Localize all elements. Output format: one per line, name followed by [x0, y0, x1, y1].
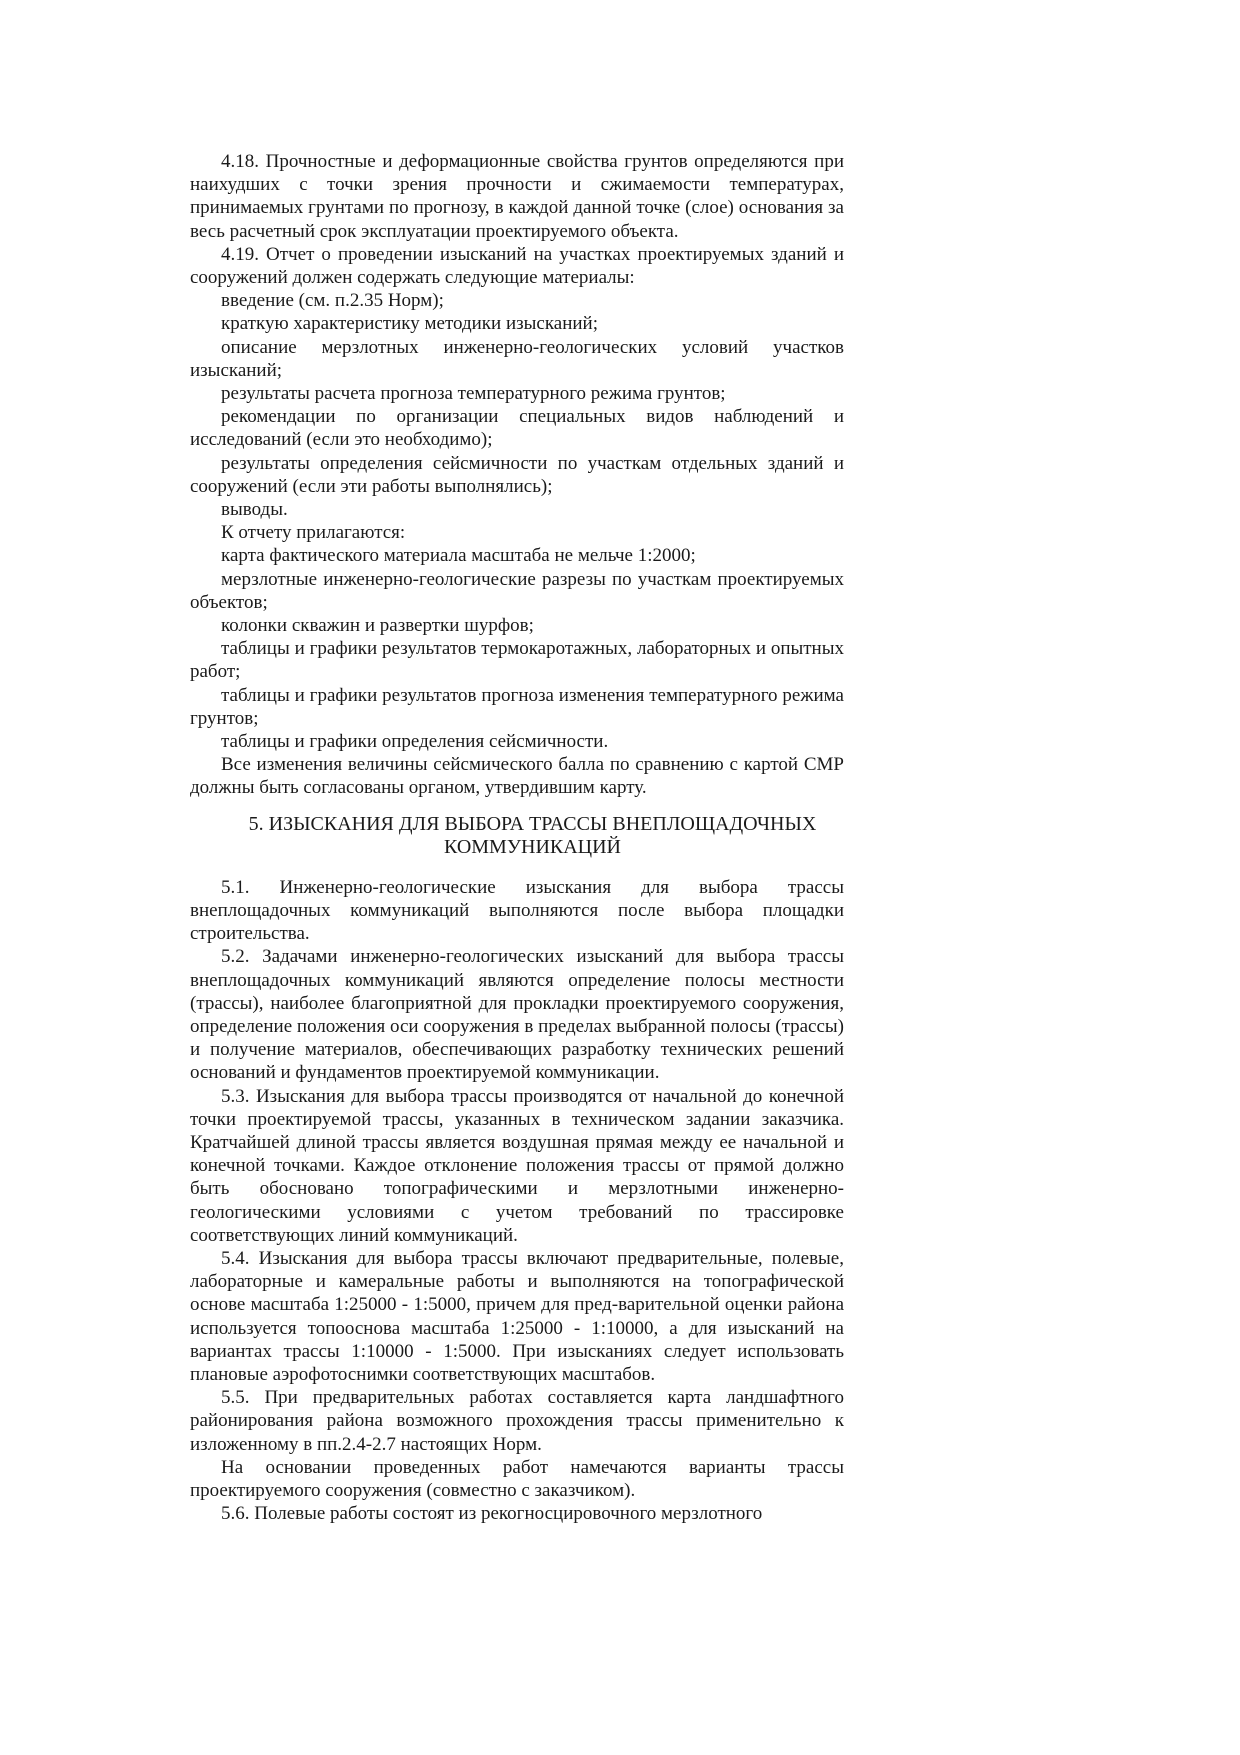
list-item-conclusions: выводы.	[221, 499, 288, 521]
document-page	[190, 150, 844, 1525]
paragraph-5-5: 5.5. При предварительных работах составляется карта ландшафтного районирования района возможного прохождения трассы применительно к изложенному в пп.2.4-2.7 настоящих Норм.	[190, 1387, 844, 1455]
list-item-conditions: описание мерзлотных инженерно-геологических условий участков изысканий;	[190, 336, 844, 381]
attachment-sections: мерзлотные инженерно-геологические разрезы по участкам проектируемых объектов;	[190, 568, 844, 613]
section-heading-line-2: КОММУНИКАЦИЙ	[443, 836, 621, 859]
attachment-forecast-tables: таблицы и графики результатов прогноза изменения температурного режима грунтов;	[190, 684, 844, 729]
attachment-map: карта фактического материала масштаба не мельче 1:2000;	[221, 545, 696, 567]
paragraph-variants: На основании проведенных работ намечаются варианты трассы проектируемого сооружения (совместно с заказчиком).	[190, 1456, 844, 1501]
attachment-boreholes: колонки скважин и развертки шурфов;	[221, 615, 534, 637]
paragraph-5-1: 5.1. Инженерно-геологические изыскания для выбора трассы внеплощадочных коммуникаций выполняются после выбора площадки строительства.	[190, 876, 844, 945]
list-item-introduction: введение (см. п.2.35 Норм);	[221, 290, 444, 312]
attachments-intro: К отчету прилагаются:	[221, 522, 406, 544]
section-heading	[190, 813, 844, 860]
list-item-seismicity: результаты определения сейсмичности по участкам отдельных зданий и сооружений (если эти работы выполнялись);	[190, 452, 844, 497]
paragraph-5-6: 5.6. Полевые работы состоят из рекогносцировочного мерзлотного	[221, 1503, 763, 1525]
paragraph-seismic-changes: Все изменения величины сейсмического балла по сравнению с картой СМР должны быть согласованы органом, утвердившим карту.	[190, 754, 844, 799]
list-item-methodology: краткую характеристику методики изысканий;	[221, 313, 598, 335]
attachment-seismic-tables: таблицы и графики определения сейсмичности.	[221, 731, 609, 753]
paragraph-5-2: 5.2. Задачами инженерно-геологических изысканий для выбора трассы внеплощадочных коммуникаций являются определение полосы местности (трассы), наиболее благоприятной для прокладки проектируемого сооружения, определение положения оси сооружения в пределах выбранной полосы (трассы) и получение материалов, обеспечивающих разработку технических решений оснований и фундаментов проектируемой коммуникации.	[190, 946, 844, 1084]
paragraph-5-3: 5.3. Изыскания для выбора трассы производятся от начальной до конечной точки проектируемой трассы, указанных в техническом задании заказчика. Кратчайшей длиной трассы является воздушная прямая между ее начальной и конечной точками. Каждое отклонение положения трассы от прямой должно быть обосновано топографическими и мерзлотными инженерно-геологическими условиями с учетом требований по трассировке соответствующих линий коммуникаций.	[190, 1085, 844, 1246]
paragraph-4-18: 4.18. Прочностные и деформационные свойства грунтов определяются при наихудших с точки зрения прочности и сжимаемости температурах, принимаемых грунтами по прогнозу, в каждой данной точке (слое) основания за весь расчетный срок эксплуатации проектируемого объекта.	[190, 151, 844, 242]
attachment-thermal-tables: таблицы и графики результатов термокаротажных, лабораторных и опытных работ;	[190, 638, 844, 683]
paragraph-5-4: 5.4. Изыскания для выбора трассы включают предварительные, полевые, лабораторные и камеральные работы и выполняются на топографической основе масштаба 1:25000 - 1:5000, причем для пред-варительной оценки района используется топооснова масштаба 1:25000 - 1:10000, а для изысканий на вариантах трассы 1:10000 - 1:5000. При изысканиях следует использовать плановые аэрофотоснимки соответствующих масштабов.	[190, 1247, 844, 1385]
list-item-forecast: результаты расчета прогноза температурного режима грунтов;	[221, 383, 726, 405]
list-item-recommendations: рекомендации по организации специальных видов наблюдений и исследований (если это необходимо);	[190, 406, 844, 451]
paragraph-4-19: 4.19. Отчет о проведении изысканий на участках проектируемых зданий и сооружений должен содержать следующие материалы:	[190, 243, 844, 289]
section-heading-line-1: 5. ИЗЫСКАНИЯ ДЛЯ ВЫБОРА ТРАССЫ ВНЕПЛОЩАДОЧНЫХ	[248, 812, 817, 835]
